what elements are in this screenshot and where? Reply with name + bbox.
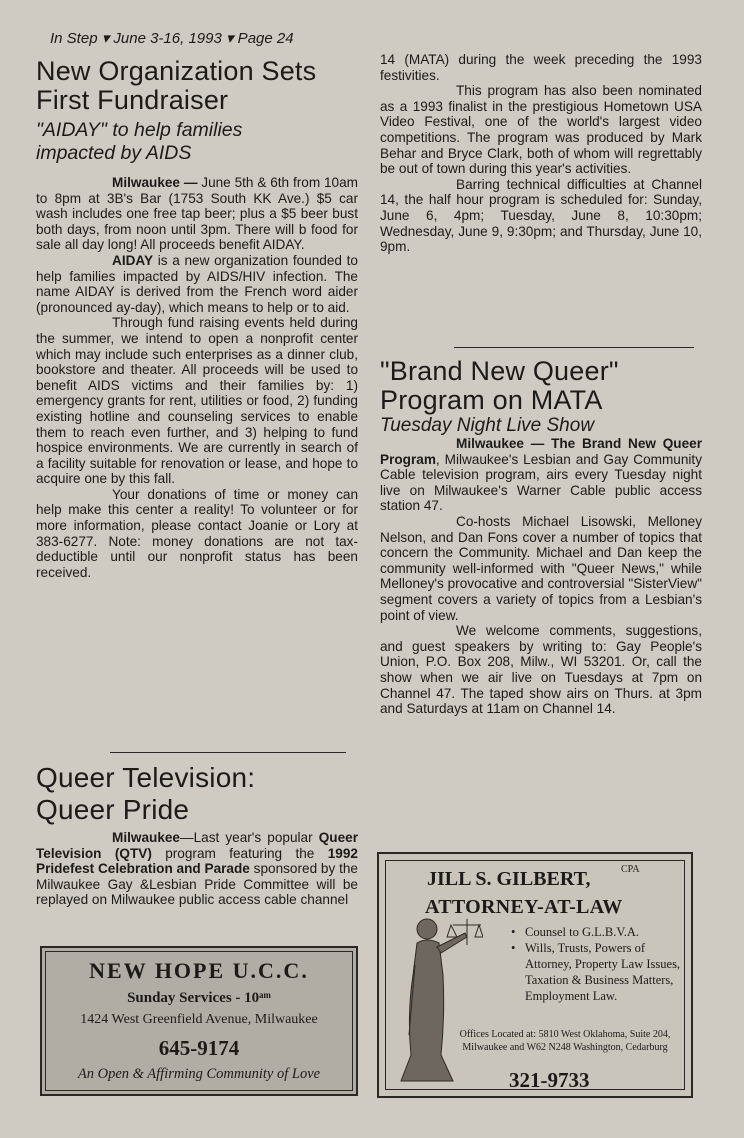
church-address: 1424 West Greenfield Avenue, Milwaukee	[80, 1012, 318, 1027]
office-locations: Offices Located at: 5810 West Oklahoma, Suite 204, Milwaukee and W62 N248 Washington, Cedarburg	[459, 1029, 671, 1053]
paragraph	[36, 175, 358, 253]
paragraph	[36, 830, 358, 908]
dateline: Milwaukee —	[456, 436, 552, 451]
headline-line-2: Queer Pride	[36, 794, 190, 825]
dateline: Milwaukee —	[112, 175, 202, 190]
headline-line-1: Queer Television:	[36, 762, 256, 793]
subheadline-line-2: impacted by AIDS	[36, 142, 192, 164]
bold-text: Queer Television (QTV)	[36, 830, 358, 861]
paragraph: Your donations of time or money can help make this center a reality! To volunteer or for more information, please contact Joanie or Lory at 383-6277. Note: money donations are not tax-deductible until our nonprofit status has been received.	[36, 486, 358, 580]
subheadline: Tuesday Night Live Show	[380, 415, 595, 436]
paragraph-text: sponsored by the Milwaukee Gay &Lesbian Pride Committee will be replayed on Milwaukee public access cable channel	[36, 861, 358, 908]
cpa-label: CPA	[621, 864, 640, 875]
paragraph-text: —Last year's popular	[180, 830, 319, 845]
paragraph: 14 (MATA) during the week preceding the 1993 festivities.	[380, 52, 702, 83]
attorney-title: ATTORNEY-AT-LAW	[425, 896, 623, 918]
lady-justice-illustration	[395, 905, 483, 1085]
article-queer-television-continued	[380, 52, 702, 255]
headline	[36, 57, 358, 115]
church-name: NEW HOPE U.C.C.	[89, 958, 309, 983]
headline-line-1: "Brand New Queer"	[380, 356, 619, 386]
attorney-phone: 321-9733	[509, 1068, 590, 1092]
paragraph-text: June 5th & 6th from 10am to 8pm at 3B's Bar (1753 South KK Ave.) $5 car wash includes one free tap beer; plus a $5 beer bust both days, from noon until 3pm. There will b food for sale all day long! All proceeds benefit AIDAY.	[36, 175, 358, 253]
paragraph	[380, 436, 702, 514]
bold-text: 1992 Pridefest Celebration and Parade	[36, 845, 358, 877]
bold-lead: AIDAY	[112, 252, 154, 268]
headline	[36, 762, 358, 826]
paragraph-text: program featuring the	[151, 845, 328, 861]
church-phone: 645-9174	[158, 1036, 240, 1060]
paragraph: Through fund raising events held during the summer, we intend to open a nonprofit center which may include such enterprises as a dinner club, bookstore and theater. All proceeds will be used to benefit AIDS victims and their families by: 1) emergency grants for rent, utilities or food, 2) funding existing hotline and counseling services to enable them to reach even further, and 3) helping to fund hospice environments. We are currently in search of a facility suitable for renovation or lease, and hope to acquire one by this fall.	[36, 315, 358, 487]
subheadline	[36, 119, 358, 165]
headline-line-2: Program on MATA	[380, 385, 603, 415]
dateline: Milwaukee	[112, 830, 180, 845]
article-brand-new-queer	[380, 357, 702, 717]
paragraph: Co-hosts Michael Lisowski, Melloney Nelson, and Dan Fons cover a number of topics that concern the Community. Michael and Dan keep the community well-informed with "Queer News," while Melloney's provocative and controversial "SisterView" segment covers a variety of topics from a Lesbian's point of view.	[380, 513, 702, 623]
church-tagline: An Open & Affirming Community of Love	[77, 1066, 321, 1082]
paragraph-text: is a new organization founded to help families impacted by AIDS/HIV infection. The name AIDAY is derived from the French word aider (pronounced ay-day), which means to help or to aid.	[36, 252, 358, 315]
church-services: Sunday Services - 10ᵃᵐ	[127, 990, 271, 1006]
headline-line-1: New Organization Sets	[36, 56, 317, 86]
paragraph	[36, 253, 358, 315]
paragraph: This program has also been nominated as a 1993 finalist in the prestigious Hometown USA Video Festival, one of the world's largest video competitions. The program was produced by Mark Behar and Bryce Clark, both of whom will regrettably be out of town during this year's activities.	[380, 83, 702, 177]
headline	[380, 357, 702, 415]
paragraph: We welcome comments, suggestions, and guest speakers by writing to: Gay People's Union, P.O. Box 208, Milw., WI 53201. Or, call the show when we air live on Tuesdays at 7pm on Channel 47. The taped show airs on Thurs. at 3pm and Saturdays at 11am on Channel 14.	[380, 623, 702, 717]
page-header: In Step ▾ June 3-16, 1993 ▾ Page 24	[50, 30, 294, 47]
article-aiday	[36, 57, 358, 580]
service-item: • Counsel to G.L.B.V.A.	[523, 924, 693, 940]
church-ad	[40, 946, 358, 1096]
section-divider	[454, 347, 694, 348]
bold-text: The Brand New Queer Program	[380, 436, 702, 467]
services-list	[511, 924, 693, 1004]
headline-line-2: First Fundraiser	[36, 85, 229, 115]
attorney-name: JILL S. GILBERT,	[427, 868, 591, 890]
service-item: • Wills, Trusts, Powers of Attorney, Property Law Issues, Taxation & Business Matters, Employment Law.	[523, 940, 693, 1004]
paragraph-text: , Milwaukee's Lesbian and Gay Community Cable television program, airs every Tuesday night live on Milwaukee's Warner Cable public access station 47.	[380, 451, 702, 514]
article-queer-television	[36, 762, 358, 908]
section-divider	[110, 752, 346, 753]
subheadline-line-1: "AIDAY" to help families	[36, 119, 243, 141]
paragraph: Barring technical difficulties at Channel 14, the half hour program is scheduled for: Sunday, June 6, 4pm; Tuesday, June 8, 10:30pm; Wednesday, June 9, 9:30pm; and Thursday, June 10, 9pm.	[380, 176, 702, 255]
